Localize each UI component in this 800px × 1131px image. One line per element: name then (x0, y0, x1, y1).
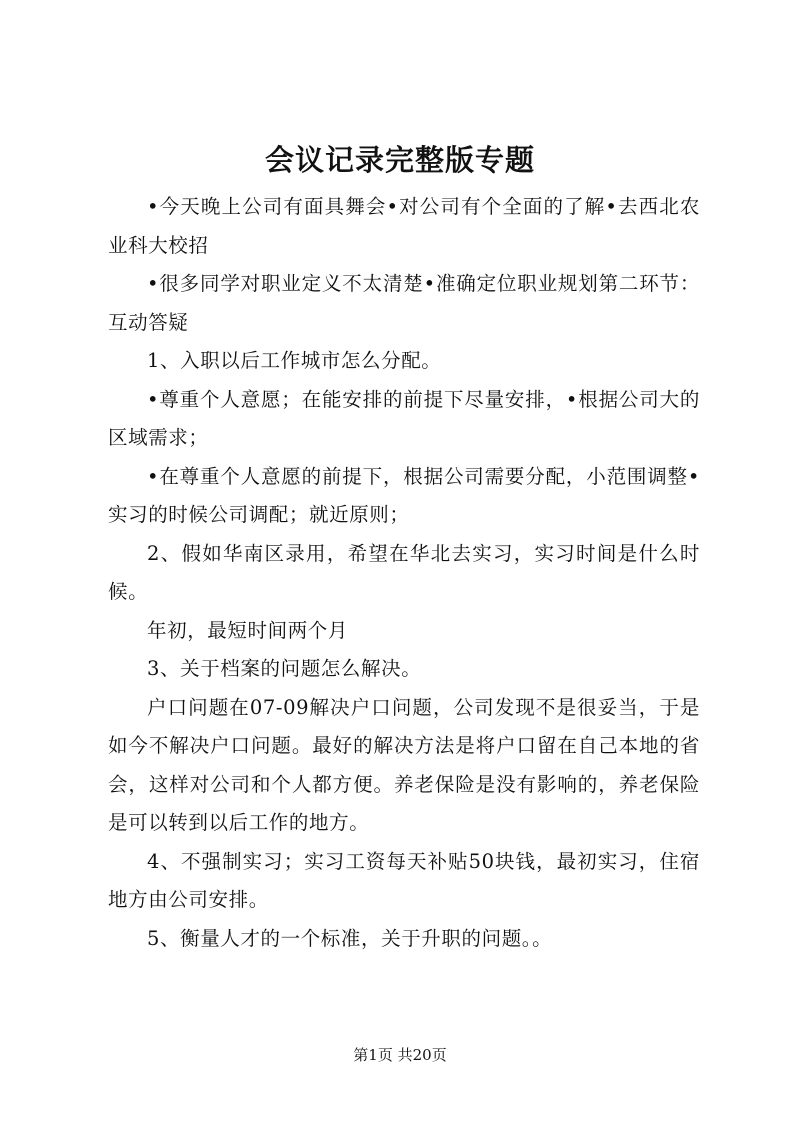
document-title: 会议记录完整版专题 (264, 143, 535, 177)
paragraph: 2、假如华南区录用，希望在华北去实习，实习时间是什么时候。 (108, 541, 700, 603)
page-indicator: 第1页 共20页 (353, 1046, 447, 1064)
paragraph: 5、衡量人才的一个标准，关于升职的问题。。 (147, 926, 553, 950)
paragraph: •很多同学对职业定义不太清楚•准确定位职业规划第二环节：互动答疑 (108, 272, 700, 334)
paragraph: 4、不强制实习；实习工资每天补贴50块钱，最初实习，住宿地方由公司安排。 (108, 849, 700, 911)
paragraph: 3、关于档案的问题怎么解决。 (147, 657, 422, 680)
paragraph: •今天晚上公司有面具舞会•对公司有个全面的了解•去西北农业科大校招 (108, 195, 700, 257)
paragraph: 年初，最短时间两个月 (147, 618, 349, 642)
document-body (108, 188, 700, 958)
paragraph: 户口问题在07-09解决户口问题，公司发现不是很妥当，于是如今不解决户口问题。最好的解决方法是将户口留在自己本地的省会，这样对公司和个人都方便。养老保险是没有影响的，养老保险是可以转到以后工作的地方。 (108, 695, 700, 834)
paragraph: •在尊重个人意愿的前提下，根据公司需要分配，小范围调整•实习的时候公司调配；就近原则； (108, 464, 700, 526)
paragraph: •尊重个人意愿；在能安排的前提下尽量安排，•根据公司大的区域需求； (108, 387, 700, 449)
paragraph: 1、入职以后工作城市怎么分配。 (147, 349, 442, 372)
